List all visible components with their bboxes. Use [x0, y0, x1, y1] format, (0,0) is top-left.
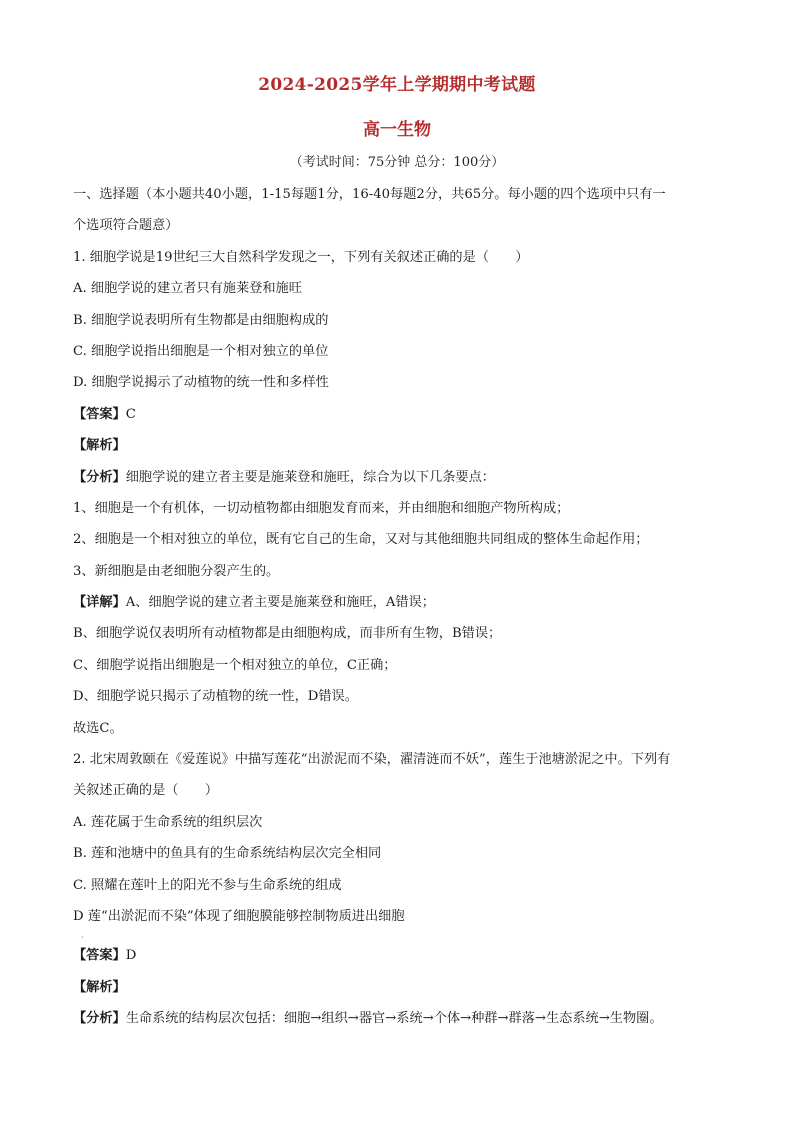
section-heading-line-2: 个选项符合题意） [73, 218, 179, 234]
question-1-xiangjie-b: B、细胞学说仅表明所有动植物都是由细胞构成，而非所有生物，B错误； [73, 626, 502, 642]
question-1-option-b: B. 细胞学说表明所有生物都是由细胞构成的 [73, 312, 329, 328]
question-1-xiangjie-d: D、细胞学说只揭示了动植物的统一性，D错误。 [73, 689, 358, 705]
answer-value: C [125, 406, 136, 422]
question-1-analysis-heading [73, 430, 723, 461]
answer-value: D [125, 948, 137, 964]
question-1-point-3: 3、新细胞是由老细胞分裂产生的。 [73, 563, 280, 579]
question-1-option-c: C. 细胞学说指出细胞是一个相对独立的单位 [73, 343, 329, 359]
analysis-tag: 【解析】 [73, 438, 126, 454]
exam-info: （考试时间：75分钟 总分：100分） [289, 155, 505, 170]
question-1-point-1: 1、细胞是一个有机体，一切动植物都由细胞发育而来，并由细胞和细胞产物所构成； [73, 500, 570, 516]
fenxi-tag: 【分析】 [73, 469, 126, 485]
question-1-fenxi [73, 462, 723, 493]
question-2-stem-line-1: 2. 北宋周敦颐在《爱莲说》中描写莲花“出淤泥而不染，濯清涟而不妖”，莲生于池塘淤泥之中。下列有 [73, 752, 671, 768]
question-2-option-c: C. 照耀在莲叶上的阳光不参与生命系统的组成 [73, 877, 342, 893]
xiangjie-text-a: A、细胞学说的建立者主要是施莱登和施旺，A错误； [125, 595, 435, 611]
question-1-answer [73, 399, 723, 430]
stray-mark [73, 932, 723, 943]
document-body [73, 179, 723, 1035]
exam-title: 2024-2025学年上学期期中考试题 [258, 75, 536, 95]
answer-tag: 【答案】 [73, 406, 126, 422]
fenxi-tag: 【分析】 [73, 1011, 126, 1027]
question-2-analysis-heading [73, 972, 723, 1003]
analysis-tag: 【解析】 [73, 979, 126, 995]
question-2-option-d: D 莲“出淤泥而不染”体现了细胞膜能够控制物质进出细胞 [73, 908, 405, 924]
stray-mark-glyph: · [81, 933, 84, 943]
section-heading-line-1: 一、选择题（本小题共40小题，1-15每题1分，16-40每题2分，共65分。每小题的四个选项中只有一 [73, 187, 666, 202]
question-2-option-b: B. 莲和池塘中的鱼具有的生命系统结构层次完全相同 [73, 846, 382, 862]
question-1-stem: 1. 细胞学说是19世纪三大自然科学发现之一，下列有关叙述正确的是（ ） [73, 249, 529, 265]
fenxi-text: 细胞学说的建立者主要是施莱登和施旺，综合为以下几条要点： [125, 469, 495, 485]
subject-title: 高一生物 [363, 120, 431, 140]
answer-tag: 【答案】 [73, 948, 126, 964]
question-1-point-2: 2、细胞是一个相对独立的单位，既有它自己的生命，又对与其他细胞共同组成的整体生命起作用； [73, 532, 649, 548]
question-1-conclusion: 故选C。 [73, 720, 123, 736]
question-1-option-d: D. 细胞学说揭示了动植物的统一性和多样性 [73, 375, 329, 391]
question-2-fenxi [73, 1003, 723, 1034]
question-2-answer [73, 940, 723, 971]
question-1-xiangjie-a [73, 587, 723, 618]
question-2-stem-line-2: 关叙述正确的是（ ） [73, 783, 219, 799]
question-2-option-a: A. 莲花属于生命系统的组织层次 [73, 814, 263, 830]
fenxi-text: 生命系统的结构层次包括：细胞→组织→器官→系统→个体→种群→群落→生态系统→生物圈。 [125, 1011, 663, 1027]
question-1-option-a: A. 细胞学说的建立者只有施莱登和施旺 [73, 281, 302, 297]
xiangjie-tag: 【详解】 [73, 595, 126, 611]
question-1-xiangjie-c: C、细胞学说指出细胞是一个相对独立的单位，C正确； [73, 657, 397, 673]
